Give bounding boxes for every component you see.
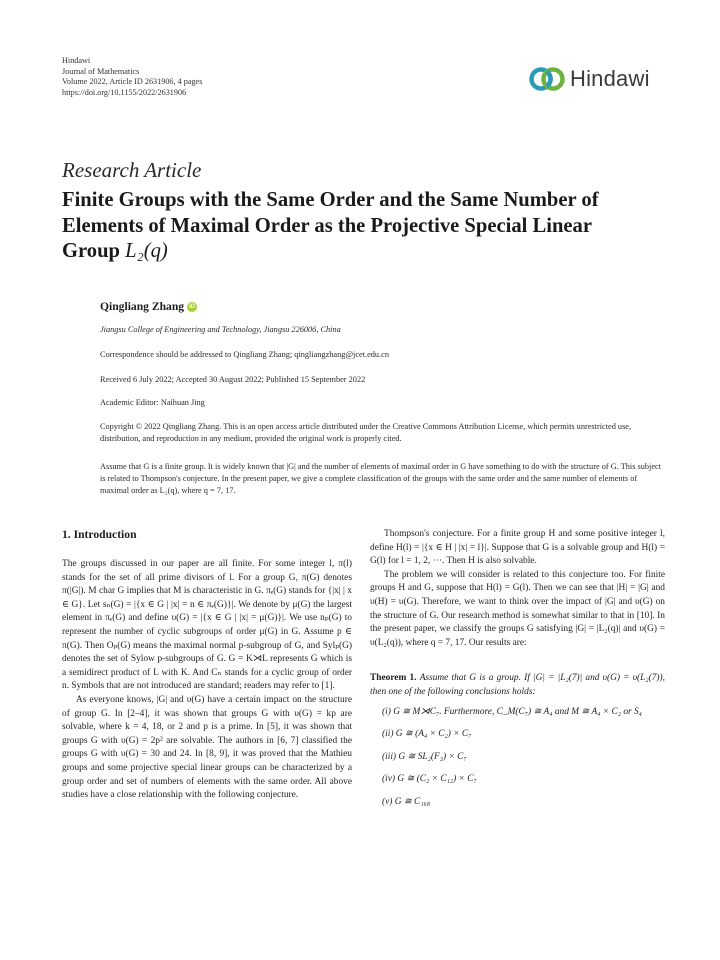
author: [100, 300, 197, 313]
journal-name: Journal of Mathematics: [62, 66, 140, 76]
volume-line: Volume 2022, Article ID 2631906, 4 pages: [62, 77, 203, 87]
logo-text: Hindawi: [570, 66, 650, 91]
hindawi-logo-icon: [528, 65, 566, 93]
intro-paragraph-2: As everyone knows, |G| and υ(G) have a certain impact on the structure of group G. In [2–4], it was shown that groups G with υ(G) = kp are solvable, where k = 4, 18, or 2 and p is a prime. In [5], it was shown that groups G with υ(G) = 2p² are solvable. The authors in [6, 7] classified the groups G with υ(G) = 30 and 24. In [8, 9], it was proved that the Mathieu groups and some projective special linear groups can be characterized by a group order and set of numbers of elements with the same order. All above studies have a close relationship with the following conjecture.: [62, 694, 352, 801]
theorem-statement: Assume that G is a group. If |G| = |L₂(7)| and υ(G) = υ(L₂(7)), then one of the following conclusions holds:: [370, 673, 665, 697]
intro-paragraph-1: The groups discussed in our paper are all finite. For some integer l, π(l) stands for the set of all prime divisors of l. For a group G, π(G) denotes π(|G|). M char G implies that M is characteristic in G. πₑ(G) stands for {|x| | x ∈ G}. Let sₙ(G) = |{x ∈ G | |x| = n ∈ πₑ(G)}|. We denote by μ(G) the largest element in πₑ(G) and define υ(G) = |{x ∈ G | |x| = μ(G)}|. We use nₚ(G) to represent the number of cyclic subgroups of order μ(G) in G. Assume p ∈ π(G). Then Oₚ(G) means the maximal normal p-subgroup of G, and Sylₚ(G) denotes the set of Sylow p-subgroups of G. G = K⋊L represents G which is a semidirect product of L with K. And Cₙ stands for a cyclic group of order n. Symbols that are not introduced are standard; readers may refer to [1].: [62, 559, 352, 692]
title-line-1: Finite Groups with the Same Order and the Same Number of: [62, 189, 599, 211]
theorem-1: [370, 672, 665, 809]
copyright-notice: Copyright © 2022 Qingliang Zhang. This is an open access article distributed under the Creative Commons Attribution License, which permits unrestricted use, distribution, and reproduction in any medium, provided the original work is properly cited.: [100, 422, 632, 443]
publication-dates: Received 6 July 2022; Accepted 30 August 2022; Published 15 September 2022: [100, 375, 366, 384]
theorem-item: (ii) G ≅ (A₄ × C₂) × C₇: [382, 729, 472, 740]
article-type: Research Article: [62, 158, 202, 182]
left-column: [62, 528, 352, 803]
doi-link[interactable]: https://doi.org/10.1155/2022/2631906: [62, 87, 187, 97]
title-math: L₂(q): [125, 240, 168, 263]
right-column: [370, 528, 665, 819]
theorem-item: (iv) G ≅ (C₂ × C₁₂) × C₇: [382, 774, 477, 785]
theorem-item: (i) G ≅ M⋊C₇. Furthermore, C_M(C₇) ≅ A₄ and M ≅ A₄ × C₂ or S₄: [382, 706, 642, 717]
affiliation: Jiangsu College of Engineering and Technology, Jiangsu 226006, China: [100, 325, 341, 334]
intro-paragraph-4: The problem we will consider is related to this conjecture too. For finite groups H and G, suppose that H(l) = G(l). Then we can see that |H| = |G| and υ(H) = υ(G). Therefore, we want to think over the impact of |G| and υ(G) on the structure of G. Our research method is somewhat similar to that in [10]. In the present paper, we classify the groups G satisfying |G| = |L₂(q)| and υ(G) = υ(L₂(q)), where q = 7, 17. Our results are:: [370, 569, 665, 648]
paper-title: [62, 188, 662, 265]
publisher-name: Hindawi: [62, 56, 91, 65]
journal-header: [62, 56, 202, 98]
abstract: Assume that G is a finite group. It is widely known that |G| and the number of elements of maximal order in G have something to do with the structure of G. This subject is related to Thompson's conjecture. In the present paper, we give a complete classification of the groups with the same order and the same number of elements of maximal order as L₂(q), where q = 7, 17.: [100, 462, 662, 495]
intro-paragraph-3: Thompson's conjecture. For a finite group H and some positive integer l, define H(l) = |{x ∈ H | |x| = l}|. Suppose that G is a solvable group and H(l) = G(l) for l = 1, 2, ⋯. Then H is also solvable.: [370, 529, 665, 567]
author-name: Qingliang Zhang: [100, 300, 185, 313]
theorem-item: (iii) G ≅ SL₂(F₃) × C₇: [382, 751, 467, 762]
theorem-item: (v) G ≅ C₁₆₈: [382, 796, 431, 807]
correspondence: Correspondence should be addressed to Qingliang Zhang; qingliangzhang@jcet.edu.cn: [100, 350, 389, 359]
hindawi-logo: [528, 64, 678, 94]
section-heading-introduction: 1. Introduction: [62, 528, 137, 541]
theorem-heading: Theorem 1.: [370, 673, 417, 684]
orcid-icon[interactable]: iD: [189, 303, 196, 310]
title-line-3-text: Group: [62, 240, 126, 263]
title-line-3: [62, 239, 662, 265]
title-line-2: Elements of Maximal Order as the Projective Special Linear: [62, 214, 592, 237]
theorem-conclusions: [370, 706, 665, 810]
academic-editor: Academic Editor: Naihuan Jing: [100, 398, 205, 407]
